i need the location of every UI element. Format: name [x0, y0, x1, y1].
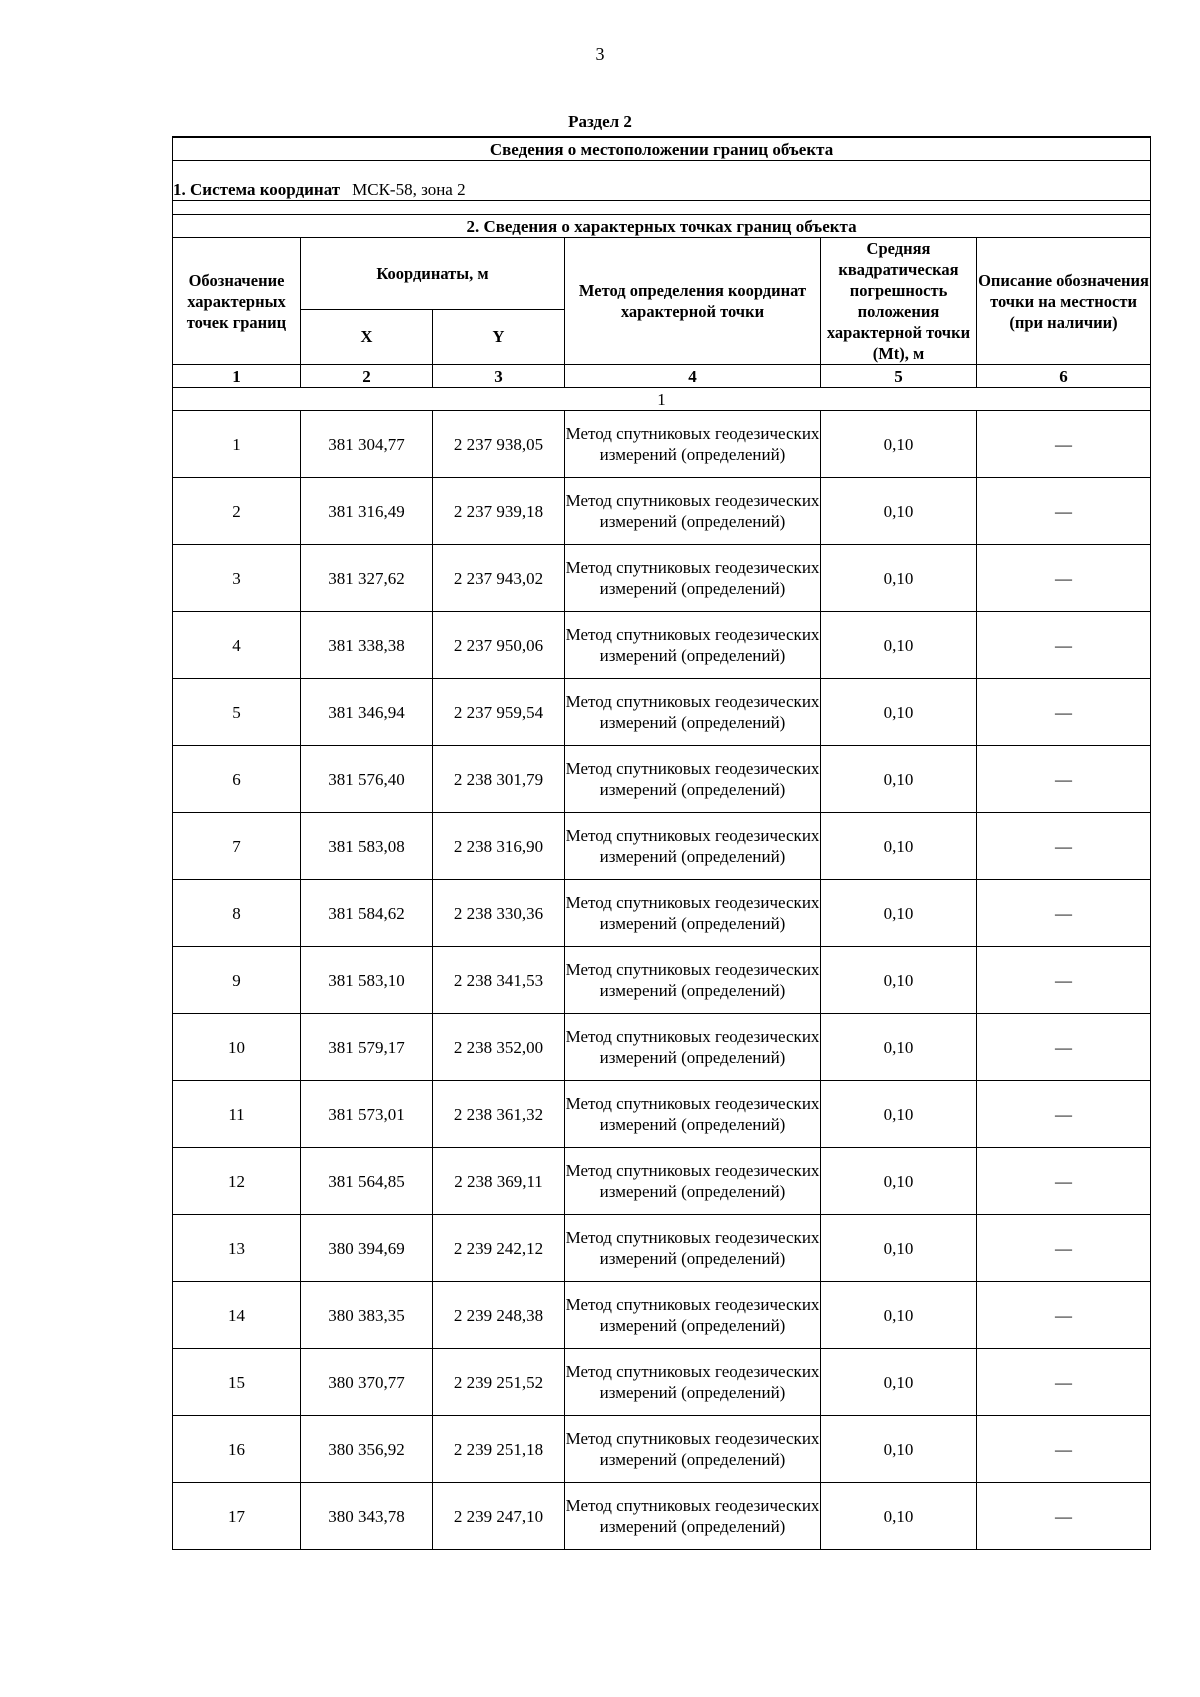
y-coordinate-cell: 2 239 247,10	[433, 1483, 565, 1550]
coord-system-row	[173, 161, 1151, 215]
error-cell: 0,10	[821, 1282, 977, 1349]
column-number: 3	[433, 365, 565, 388]
column-number: 4	[565, 365, 821, 388]
x-coordinate-cell: 381 327,62	[301, 545, 433, 612]
error-cell: 0,10	[821, 947, 977, 1014]
table-row	[173, 880, 1151, 947]
x-coordinate-cell: 381 316,49	[301, 478, 433, 545]
table-title: Сведения о местоположении границ объекта	[173, 137, 1151, 161]
method-cell: Метод спутниковых геодезических измерений (определений)	[565, 947, 821, 1014]
point-number-cell: 5	[173, 679, 301, 746]
point-number-cell: 13	[173, 1215, 301, 1282]
method-cell: Метод спутниковых геодезических измерений (определений)	[565, 478, 821, 545]
error-cell: 0,10	[821, 1416, 977, 1483]
x-coordinate-cell: 381 583,08	[301, 813, 433, 880]
description-cell: —	[977, 478, 1151, 545]
header-x: X	[301, 309, 433, 364]
error-cell: 0,10	[821, 880, 977, 947]
header-method: Метод определения координат характерной точки	[565, 238, 821, 365]
page-number: 3	[595, 44, 605, 64]
description-cell: —	[977, 1349, 1151, 1416]
point-number-cell: 16	[173, 1416, 301, 1483]
point-number-cell: 8	[173, 880, 301, 947]
description-cell: —	[977, 1416, 1151, 1483]
y-coordinate-cell: 2 238 369,11	[433, 1148, 565, 1215]
description-cell: —	[977, 1081, 1151, 1148]
y-coordinate-cell: 2 237 950,06	[433, 612, 565, 679]
header-designation: Обозначение характерных точек границ	[173, 238, 301, 365]
column-number: 2	[301, 365, 433, 388]
y-coordinate-cell: 2 239 251,52	[433, 1349, 565, 1416]
point-number-cell: 10	[173, 1014, 301, 1081]
contour-row	[173, 388, 1151, 411]
method-cell: Метод спутниковых геодезических измерений (определений)	[565, 880, 821, 947]
x-coordinate-cell: 380 343,78	[301, 1483, 433, 1550]
x-coordinate-cell: 381 304,77	[301, 411, 433, 478]
x-coordinate-cell: 380 394,69	[301, 1215, 433, 1282]
coord-system-value: МСК-58, зона 2	[352, 180, 466, 199]
table-row	[173, 1483, 1151, 1550]
column-number: 1	[173, 365, 301, 388]
method-cell: Метод спутниковых геодезических измерений (определений)	[565, 1148, 821, 1215]
point-number-cell: 1	[173, 411, 301, 478]
description-cell: —	[977, 1483, 1151, 1550]
description-cell: —	[977, 545, 1151, 612]
method-cell: Метод спутниковых геодезических измерений (определений)	[565, 1081, 821, 1148]
point-number-cell: 11	[173, 1081, 301, 1148]
x-coordinate-cell: 381 346,94	[301, 679, 433, 746]
method-cell: Метод спутниковых геодезических измерений (определений)	[565, 1282, 821, 1349]
header-description: Описание обозначения точки на местности (при наличии)	[977, 238, 1151, 365]
description-cell: —	[977, 1215, 1151, 1282]
table-row	[173, 1148, 1151, 1215]
table-row	[173, 947, 1151, 1014]
description-cell: —	[977, 1282, 1151, 1349]
x-coordinate-cell: 381 579,17	[301, 1014, 433, 1081]
table-row	[173, 1349, 1151, 1416]
point-number-cell: 3	[173, 545, 301, 612]
description-cell: —	[977, 746, 1151, 813]
point-number-cell: 4	[173, 612, 301, 679]
table-row	[173, 411, 1151, 478]
x-coordinate-cell: 381 583,10	[301, 947, 433, 1014]
header-y: Y	[433, 309, 565, 364]
error-cell: 0,10	[821, 411, 977, 478]
x-coordinate-cell: 380 383,35	[301, 1282, 433, 1349]
y-coordinate-cell: 2 239 248,38	[433, 1282, 565, 1349]
error-cell: 0,10	[821, 813, 977, 880]
method-cell: Метод спутниковых геодезических измерений (определений)	[565, 1483, 821, 1550]
table-row	[173, 478, 1151, 545]
description-cell: —	[977, 1148, 1151, 1215]
y-coordinate-cell: 2 237 959,54	[433, 679, 565, 746]
x-coordinate-cell: 381 573,01	[301, 1081, 433, 1148]
y-coordinate-cell: 2 237 939,18	[433, 478, 565, 545]
y-coordinate-cell: 2 237 943,02	[433, 545, 565, 612]
method-cell: Метод спутниковых геодезических измерений (определений)	[565, 545, 821, 612]
y-coordinate-cell: 2 238 301,79	[433, 746, 565, 813]
table-row	[173, 1215, 1151, 1282]
point-number-cell: 9	[173, 947, 301, 1014]
error-cell: 0,10	[821, 478, 977, 545]
y-coordinate-cell: 2 239 251,18	[433, 1416, 565, 1483]
x-coordinate-cell: 381 338,38	[301, 612, 433, 679]
x-coordinate-cell: 380 356,92	[301, 1416, 433, 1483]
coord-system-cell	[173, 161, 1151, 215]
table-row	[173, 813, 1151, 880]
method-cell: Метод спутниковых геодезических измерений (определений)	[565, 679, 821, 746]
method-cell: Метод спутниковых геодезических измерений (определений)	[565, 411, 821, 478]
table-row	[173, 1081, 1151, 1148]
method-cell: Метод спутниковых геодезических измерений (определений)	[565, 1014, 821, 1081]
error-cell: 0,10	[821, 1215, 977, 1282]
point-number-cell: 15	[173, 1349, 301, 1416]
section-title: Раздел 2	[568, 112, 632, 131]
method-cell: Метод спутниковых геодезических измерений (определений)	[565, 813, 821, 880]
description-cell: —	[977, 1014, 1151, 1081]
column-number: 5	[821, 365, 977, 388]
x-coordinate-cell: 380 370,77	[301, 1349, 433, 1416]
table-row	[173, 1416, 1151, 1483]
y-coordinate-cell: 2 237 938,05	[433, 411, 565, 478]
column-number: 6	[977, 365, 1151, 388]
points-title-row	[173, 215, 1151, 238]
error-cell: 0,10	[821, 1148, 977, 1215]
y-coordinate-cell: 2 238 316,90	[433, 813, 565, 880]
table-row	[173, 612, 1151, 679]
y-coordinate-cell: 2 238 341,53	[433, 947, 565, 1014]
point-number-cell: 6	[173, 746, 301, 813]
column-numbers-row	[173, 365, 1151, 388]
error-cell: 0,10	[821, 1349, 977, 1416]
error-cell: 0,10	[821, 612, 977, 679]
error-cell: 0,10	[821, 545, 977, 612]
coord-system-label: 1. Система координат	[173, 180, 341, 199]
description-cell: —	[977, 411, 1151, 478]
table-title-row	[173, 137, 1151, 161]
description-cell: —	[977, 947, 1151, 1014]
table-row	[173, 1014, 1151, 1081]
error-cell: 0,10	[821, 1483, 977, 1550]
header-error: Средняя квадратическая погрешность положения характерной точки (Mt), м	[821, 238, 977, 365]
points-title: 2. Сведения о характерных точках границ объекта	[173, 215, 1151, 238]
point-number-cell: 7	[173, 813, 301, 880]
boundary-table	[172, 136, 1151, 1550]
method-cell: Метод спутниковых геодезических измерений (определений)	[565, 612, 821, 679]
x-coordinate-cell: 381 576,40	[301, 746, 433, 813]
y-coordinate-cell: 2 239 242,12	[433, 1215, 565, 1282]
contour-label: 1	[173, 388, 1151, 411]
method-cell: Метод спутниковых геодезических измерений (определений)	[565, 1349, 821, 1416]
y-coordinate-cell: 2 238 352,00	[433, 1014, 565, 1081]
description-cell: —	[977, 813, 1151, 880]
x-coordinate-cell: 381 564,85	[301, 1148, 433, 1215]
error-cell: 0,10	[821, 1014, 977, 1081]
description-cell: —	[977, 880, 1151, 947]
table-row	[173, 746, 1151, 813]
table-row	[173, 545, 1151, 612]
y-coordinate-cell: 2 238 330,36	[433, 880, 565, 947]
error-cell: 0,10	[821, 1081, 977, 1148]
point-number-cell: 17	[173, 1483, 301, 1550]
point-number-cell: 2	[173, 478, 301, 545]
table-row	[173, 679, 1151, 746]
coord-system-line	[173, 174, 1150, 201]
point-number-cell: 14	[173, 1282, 301, 1349]
method-cell: Метод спутниковых геодезических измерений (определений)	[565, 1215, 821, 1282]
header-coordinates: Координаты, м	[301, 238, 565, 310]
y-coordinate-cell: 2 238 361,32	[433, 1081, 565, 1148]
description-cell: —	[977, 679, 1151, 746]
method-cell: Метод спутниковых геодезических измерений (определений)	[565, 746, 821, 813]
header-row-1	[173, 238, 1151, 310]
error-cell: 0,10	[821, 746, 977, 813]
table-row	[173, 1282, 1151, 1349]
point-number-cell: 12	[173, 1148, 301, 1215]
method-cell: Метод спутниковых геодезических измерений (определений)	[565, 1416, 821, 1483]
x-coordinate-cell: 381 584,62	[301, 880, 433, 947]
error-cell: 0,10	[821, 679, 977, 746]
description-cell: —	[977, 612, 1151, 679]
